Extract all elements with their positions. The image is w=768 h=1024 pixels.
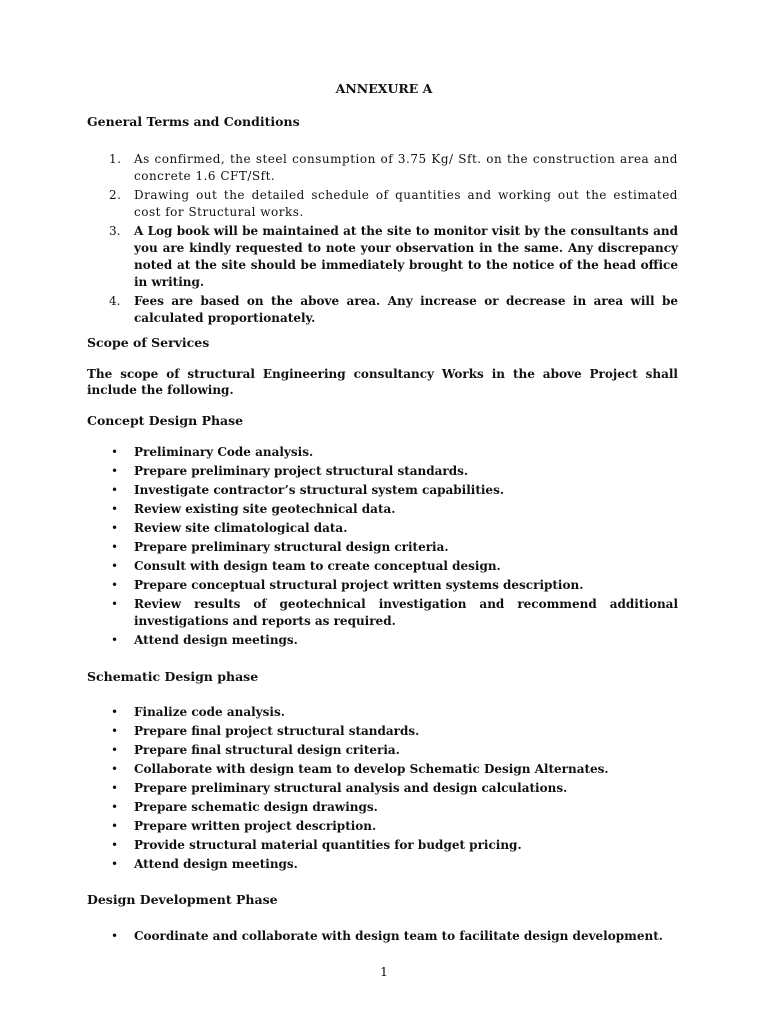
list-number: 4.	[109, 294, 121, 308]
list-item	[87, 928, 678, 945]
bullet-icon: •	[111, 724, 119, 738]
design-development-heading: Design Development Phase	[87, 892, 278, 907]
list-number: 2.	[109, 188, 122, 202]
list-item	[87, 799, 678, 816]
list-item-text: Provide structural material quantities for budget pricing.	[134, 838, 522, 852]
list-item-text: Consult with design team to create conceptual design.	[134, 559, 501, 573]
bullet-icon: •	[111, 559, 119, 573]
list-item-text: Review existing site geotechnical data.	[134, 502, 396, 516]
scope-heading: Scope of Services	[87, 335, 210, 350]
bullet-icon: •	[111, 838, 119, 852]
list-item	[87, 223, 678, 291]
list-item	[87, 704, 678, 721]
general-terms-list	[87, 151, 678, 329]
bullet-icon: •	[111, 705, 119, 719]
list-item	[87, 837, 678, 854]
bullet-icon: •	[111, 502, 119, 516]
list-item	[87, 539, 678, 556]
list-item-text: Prepare final structural design criteria.	[134, 743, 400, 757]
list-item	[87, 463, 678, 480]
document-title: ANNEXURE A	[335, 81, 433, 96]
bullet-icon: •	[111, 743, 119, 757]
list-item-text: Investigate contractor’s structural system capabilities.	[134, 483, 505, 497]
bullet-icon: •	[111, 464, 119, 478]
list-item-text: Prepare conceptual structural project written systems description.	[134, 578, 584, 592]
schematic-list	[87, 704, 678, 875]
list-item	[87, 596, 678, 630]
bullet-icon: •	[111, 633, 119, 647]
bullet-icon: •	[111, 762, 119, 776]
list-item	[87, 723, 678, 740]
bullet-icon: •	[111, 781, 119, 795]
list-item-text: Preliminary Code analysis.	[134, 445, 314, 459]
concept-list	[87, 444, 678, 651]
bullet-icon: •	[111, 819, 119, 833]
bullet-icon: •	[111, 483, 119, 497]
list-item-text: Prepare schematic design drawings.	[134, 800, 378, 814]
list-item	[87, 856, 678, 873]
bullet-icon: •	[111, 800, 119, 814]
bullet-icon: •	[111, 521, 119, 535]
list-item	[87, 780, 678, 797]
list-item-text: Finalize code analysis.	[134, 705, 285, 719]
list-item-text: Coordinate and collaborate with design team to facilitate design development.	[134, 929, 663, 943]
list-item	[87, 444, 678, 461]
list-item-text: A Log book will be maintained at the site to monitor visit by the consultants and you are kindly requested to note your observation in the same. Any discrepancy noted at the site should be immediately brought to the notice of the head office in writing.	[134, 224, 678, 289]
list-item	[87, 187, 678, 221]
list-item-text: Prepare preliminary structural design criteria.	[134, 540, 449, 554]
general-terms-heading: General Terms and Conditions	[87, 114, 300, 129]
bullet-icon: •	[111, 929, 119, 943]
bullet-icon: •	[111, 445, 119, 459]
list-item-text: Collaborate with design team to develop Schematic Design Alternates.	[134, 762, 609, 776]
concept-heading: Concept Design Phase	[87, 413, 244, 428]
list-item-text: Review site climatological data.	[134, 521, 348, 535]
list-item	[87, 818, 678, 835]
list-number: 1.	[109, 152, 122, 166]
list-number: 3.	[109, 224, 121, 238]
bullet-icon: •	[111, 578, 119, 592]
list-item	[87, 151, 678, 185]
bullet-icon: •	[111, 597, 119, 611]
list-item	[87, 761, 678, 778]
list-item	[87, 577, 678, 594]
list-item	[87, 520, 678, 537]
list-item	[87, 293, 678, 327]
bullet-icon: •	[111, 857, 119, 871]
list-item-text: Review results of geotechnical investigation and recommend additional investigations and reports as required.	[134, 597, 678, 628]
list-item-text: Prepare preliminary structural analysis and design calculations.	[134, 781, 568, 795]
list-item-text: Drawing out the detailed schedule of quantities and working out the estimated cost for Structural works.	[134, 188, 678, 219]
list-item-text: Prepare final project structural standards.	[134, 724, 420, 738]
list-item	[87, 558, 678, 575]
list-item	[87, 482, 678, 499]
list-item	[87, 742, 678, 759]
schematic-heading: Schematic Design phase	[87, 669, 259, 684]
list-item-text: Prepare written project description.	[134, 819, 377, 833]
bullet-icon: •	[111, 540, 119, 554]
list-item	[87, 632, 678, 649]
scope-paragraph: The scope of structural Engineering consultancy Works in the above Project shall include the following.	[87, 367, 678, 397]
list-item	[87, 501, 678, 518]
page-number: 1	[380, 964, 388, 979]
design-development-list	[87, 928, 678, 947]
list-item-text: Attend design meetings.	[134, 633, 298, 647]
list-item-text: Attend design meetings.	[134, 857, 298, 871]
list-item-text: Fees are based on the above area. Any increase or decrease in area will be calculated proportionately.	[134, 294, 678, 325]
list-item-text: As confirmed, the steel consumption of 3.75 Kg/ Sft. on the construction area and concrete 1.6 CFT/Sft.	[134, 152, 678, 183]
list-item-text: Prepare preliminary project structural standards.	[134, 464, 469, 478]
